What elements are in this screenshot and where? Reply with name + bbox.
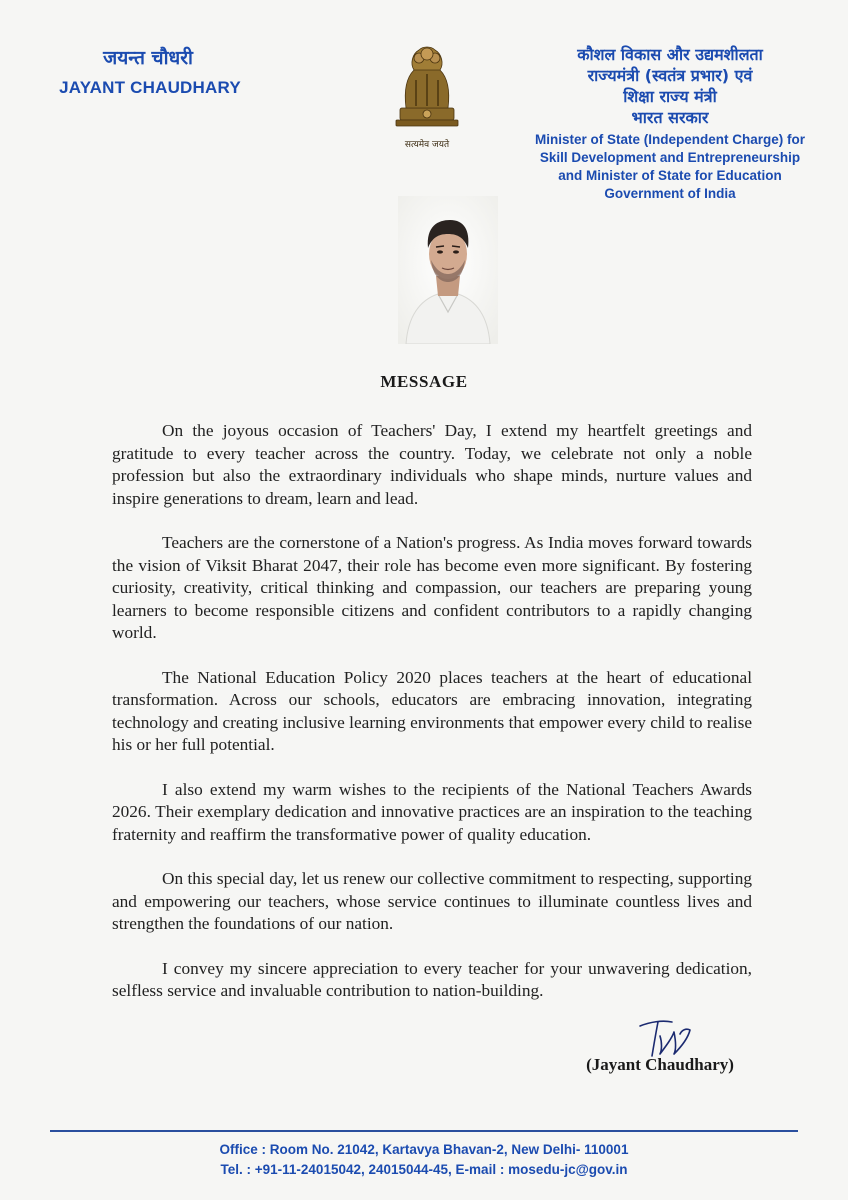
designation-block bbox=[520, 44, 820, 203]
message-paragraph: I convey my sincere appreciation to every teacher for your unwavering dedication, selfless service and invaluable contribution to nation-building. bbox=[112, 958, 752, 1000]
designation-hindi-line: कौशल विकास और उद्यमशीलता bbox=[577, 45, 763, 64]
designation-english-line: Government of India bbox=[604, 186, 736, 201]
footer-divider bbox=[50, 1130, 798, 1132]
minister-portrait bbox=[398, 196, 498, 344]
footer-contact bbox=[0, 1140, 848, 1180]
emblem-motto: सत्यमेव जयते bbox=[404, 140, 450, 150]
designation-hindi-line: राज्यमंत्री (स्वतंत्र प्रभार) एवं bbox=[587, 66, 753, 85]
minister-name-hindi: जयन्त चौधरी bbox=[103, 47, 193, 69]
message-paragraph: On this special day, let us renew our collective commitment to respecting, supporting and empowering our teachers, whose service continues to illuminate countless lives and strengthen the foundations of our nation. bbox=[112, 869, 752, 933]
office-address: Office : Room No. 21042, Kartavya Bhavan-2, New Delhi- 110001 bbox=[219, 1142, 629, 1157]
minister-name-english: JAYANT CHAUDHARY bbox=[59, 78, 241, 97]
contact-details: Tel. : +91-11-24015042, 24015044-45, E-mail : mosedu-jc@gov.in bbox=[220, 1162, 628, 1177]
designation-english-line: Minister of State (Independent Charge) for bbox=[534, 132, 805, 147]
portrait-image bbox=[398, 196, 498, 344]
signatory-name: (Jayant Chaudhary) bbox=[586, 1055, 734, 1074]
designation-hindi-line: भारत सरकार bbox=[631, 108, 709, 127]
message-heading: MESSAGE bbox=[380, 372, 468, 391]
message-paragraph: The National Education Policy 2020 places teachers at the heart of educational transformation. Across our schools, educators are embracing innovation, integrating technology and creating inclusive learning environments that empower every child to realise his or her full potential. bbox=[112, 667, 752, 754]
designation-english-line: and Minister of State for Education bbox=[558, 168, 782, 183]
message-paragraph: I also extend my warm wishes to the recipients of the National Teachers Awards 2026. Their exemplary dedication and innovative practices are an inspiration to the teaching fraternity and reaffirm the transformative power of quality education. bbox=[112, 779, 752, 844]
message-paragraph: Teachers are the cornerstone of a Nation's progress. As India moves forward towards the vision of Viksit Bharat 2047, their role has become even more significant. By fostering curiosity, creativity, critical thinking and compassion, our teachers are preparing young learners to become responsible citizens and confident contributors to a rapidly changing world. bbox=[112, 533, 752, 642]
designation-english-line: Skill Development and Entrepreneurship bbox=[539, 150, 801, 165]
national-emblem bbox=[386, 34, 468, 154]
message-paragraph: On the joyous occasion of Teachers' Day, I extend my heartfelt greetings and gratitude to every teacher across the country. Today, we celebrate not only a noble profession but also the extraordinary individuals who shape minds, nurture values and inspire generations to dream, learn and lead. bbox=[112, 421, 752, 508]
designation-hindi-line: शिक्षा राज्य मंत्री bbox=[623, 87, 717, 106]
message-body bbox=[112, 420, 752, 1025]
national-emblem-icon bbox=[386, 34, 468, 138]
